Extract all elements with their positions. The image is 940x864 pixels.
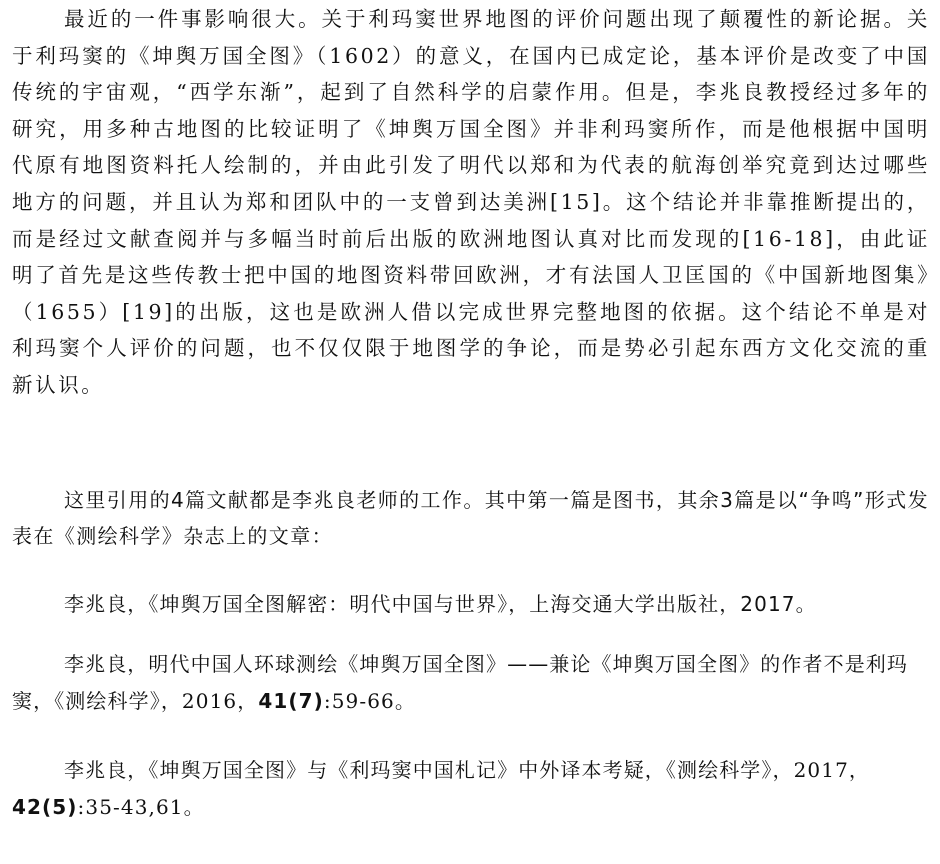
reference-text: 李兆良，《坤舆万国全图解密：明代中国与世界》，上海交通大学出版社，2017。 (64, 592, 817, 616)
reference-pages: :59-66。 (323, 689, 416, 713)
reference-volume: 41(7) (258, 689, 324, 713)
reference-item (12, 752, 930, 826)
reference-separator: ， (772, 758, 794, 782)
summary-paragraph: 这里引用的4篇文献都是李兆良老师的工作。其中第一篇是图书，其余3篇是以“争鸣”形式发表在《测绘科学》杂志上的文章： (12, 488, 929, 548)
reference-year: 2017， (793, 758, 871, 782)
reference-separator: ， (160, 689, 182, 713)
reference-pages: :35-43,61。 (77, 795, 205, 819)
reference-item (12, 586, 930, 623)
reference-title: 李兆良，《坤舆万国全图》与《利玛窦中国札记》中外译本考疑，《测绘科学》 (64, 758, 773, 782)
intro-paragraph: 最近的一件事影响很大。关于利玛窦世界地图的评价问题出现了颠覆性的新论据。关于利玛窦的《坤舆万国全图》（1602）的意义，在国内已成定论，基本评价是改变了中国传统的宇宙观，“西学东渐”，起到了自然科学的启蒙作用。但是，李兆良教授经过多年的研究，用多种古地图的比较证明了《坤舆万国全图》并非利玛窦所作，而是他根据中国明代原有地图资料托人绘制的，并由此引发了明代以郑和为代表的航海创举究竟到达过哪些地方的问题，并且认为郑和团队中的一支曾到达美洲[15]。这个结论并非靠推断提出的，而是经过文献查阅并与多幅当时前后出版的欧洲地图认真对比而发现的[16-18]，由此证明了首先是这些传教士把中国的地图资料带回欧洲，才有法国人卫匡国的《中国新地图集》（1655）[19]的出版，这也是欧洲人借以完成世界完整地图的依据。这个结论不单是对利玛窦个人评价的问题，也不仅仅限于地图学的争论，而是势必引起东西方文化交流的重新认识。 (12, 7, 930, 397)
reference-year: 2016， (181, 689, 259, 713)
reference-volume: 42(5) (12, 795, 78, 819)
reference-title: 李兆良，明代中国人环球测绘《坤舆万国全图》——兼论《坤舆万国全图》的作者不是利玛窦，《测绘科学》 (12, 652, 908, 713)
reference-item (12, 646, 930, 720)
